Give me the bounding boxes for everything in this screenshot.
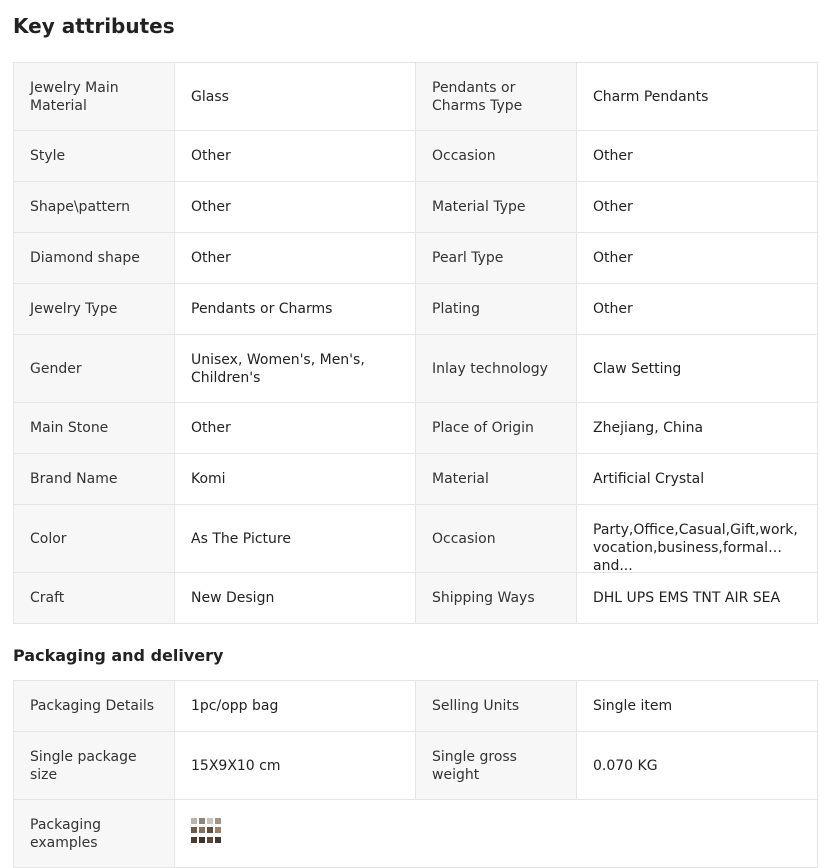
attr-value: Other [577, 131, 818, 182]
attr-value: Claw Setting [577, 335, 818, 403]
attr-key: Place of Origin [416, 403, 577, 454]
attr-value: Other [175, 131, 416, 182]
attr-value: New Design [175, 573, 416, 624]
table-row [14, 335, 818, 403]
table-row [14, 63, 818, 131]
attr-value: Glass [175, 63, 416, 131]
attr-value [577, 505, 818, 573]
attr-value: Other [175, 182, 416, 233]
attr-value: Komi [175, 454, 416, 505]
attr-value: 0.070 KG [577, 732, 818, 800]
attr-key: Jewelry Type [14, 284, 175, 335]
attr-value: Pendants or Charms [175, 284, 416, 335]
attr-value: 1pc/opp bag [175, 681, 416, 732]
attr-key: Selling Units [416, 681, 577, 732]
attr-key: Inlay technology [416, 335, 577, 403]
table-row [14, 284, 818, 335]
attr-key: Jewelry Main Material [14, 63, 175, 131]
attr-key: Main Stone [14, 403, 175, 454]
attr-key: Plating [416, 284, 577, 335]
packaging-table [13, 680, 818, 868]
attr-value: Single item [577, 681, 818, 732]
attr-value: Other [577, 284, 818, 335]
attr-key: Pendants or Charms Type [416, 63, 577, 131]
attr-key: Single package size [14, 732, 175, 800]
table-row [14, 681, 818, 732]
attr-key: Color [14, 505, 175, 573]
attr-key: Diamond shape [14, 233, 175, 284]
attr-value: Other [577, 182, 818, 233]
packaging-title: Packaging and delivery [13, 646, 224, 665]
attr-value: Other [577, 233, 818, 284]
attr-key: Material [416, 454, 577, 505]
table-row [14, 454, 818, 505]
packaging-examples-cell [175, 800, 818, 868]
attr-key: Style [14, 131, 175, 182]
attr-value: Zhejiang, China [577, 403, 818, 454]
attr-key: Packaging examples [14, 800, 175, 868]
attr-value: As The Picture [175, 505, 416, 573]
table-row [14, 505, 818, 573]
table-row [14, 233, 818, 284]
table-row [14, 573, 818, 624]
attr-value: DHL UPS EMS TNT AIR SEA [577, 573, 818, 624]
attr-key: Craft [14, 573, 175, 624]
attr-value-text: Party,Office,Casual,Gift,work,vocation,business,formal and... [593, 521, 798, 574]
attr-value: Other [175, 233, 416, 284]
attr-key: Shape\pattern [14, 182, 175, 233]
attr-value: 15X9X10 cm [175, 732, 416, 800]
attr-value: Artificial Crystal [577, 454, 818, 505]
table-row [14, 403, 818, 454]
attr-key: Gender [14, 335, 175, 403]
key-attributes-table [13, 62, 818, 624]
attr-key: Pearl Type [416, 233, 577, 284]
attr-key: Packaging Details [14, 681, 175, 732]
table-row [14, 131, 818, 182]
packaging-example-thumbnail[interactable] [191, 818, 223, 850]
key-attributes-title: Key attributes [13, 14, 175, 38]
table-row [14, 800, 818, 868]
attr-key: Single gross weight [416, 732, 577, 800]
table-row [14, 732, 818, 800]
attr-value: Unisex, Women's, Men's, Children's [175, 335, 416, 403]
attr-value: Other [175, 403, 416, 454]
table-row [14, 182, 818, 233]
attr-key: Brand Name [14, 454, 175, 505]
attr-key: Shipping Ways [416, 573, 577, 624]
attr-key: Occasion [416, 131, 577, 182]
attr-value: Charm Pendants [577, 63, 818, 131]
attr-key: Material Type [416, 182, 577, 233]
attr-key: Occasion [416, 505, 577, 573]
